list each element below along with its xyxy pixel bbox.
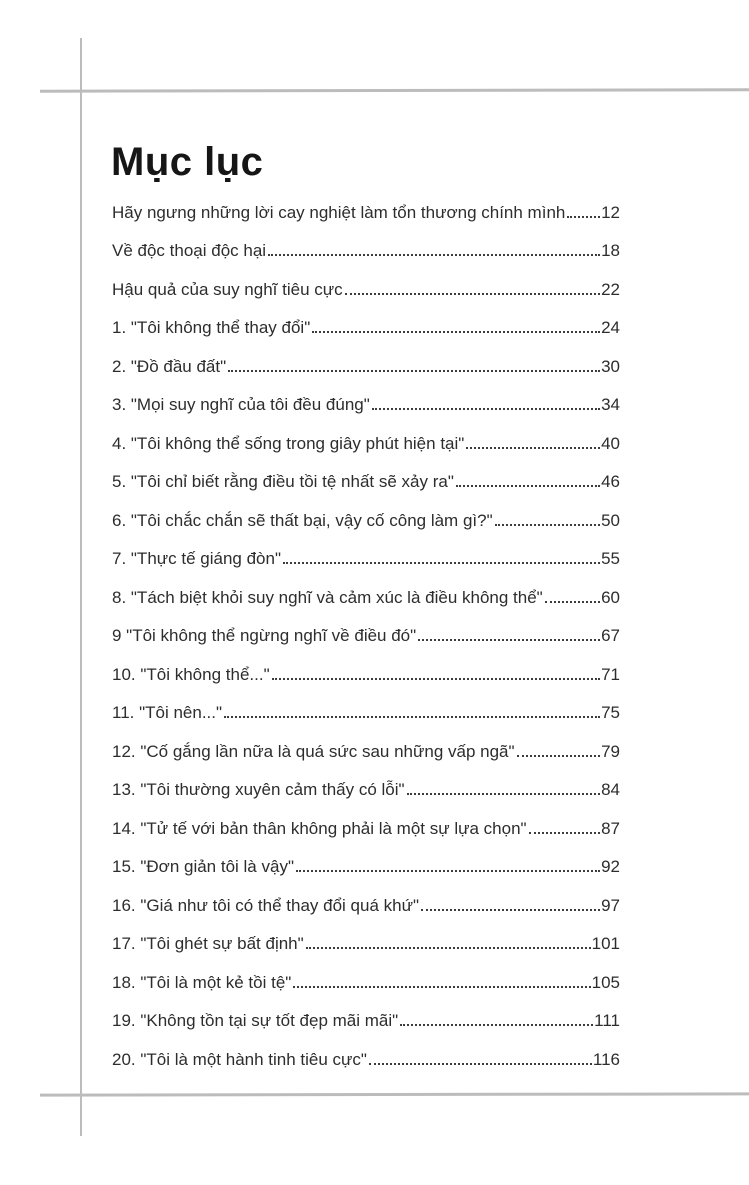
toc-entry bbox=[112, 223, 620, 262]
toc-entry-page: 50 bbox=[601, 510, 620, 530]
toc-entry bbox=[112, 877, 620, 916]
toc-leader-dots bbox=[466, 447, 600, 449]
toc-leader-dots bbox=[283, 562, 600, 564]
toc-entry-label: 13. "Tôi thường xuyên cảm thấy có lỗi" bbox=[112, 780, 405, 800]
toc-leader-dots bbox=[293, 986, 590, 988]
toc-entry-page: 87 bbox=[601, 818, 620, 838]
toc-entry bbox=[112, 415, 620, 454]
toc-entry-label: Hậu quả của suy nghĩ tiêu cực bbox=[112, 279, 343, 299]
toc-entry-page: 12 bbox=[601, 202, 620, 222]
toc-leader-dots bbox=[312, 331, 600, 333]
toc-entry-label: 17. "Tôi ghét sự bất định" bbox=[112, 934, 304, 954]
toc-entry-page: 97 bbox=[601, 895, 620, 915]
toc-entry bbox=[112, 454, 620, 493]
toc-entry-page: 92 bbox=[601, 857, 620, 877]
toc-entry bbox=[112, 646, 620, 685]
toc-entry-page: 84 bbox=[601, 780, 620, 800]
toc-entry bbox=[112, 723, 620, 762]
toc-entry bbox=[112, 608, 620, 647]
toc-entry bbox=[112, 800, 620, 839]
toc-leader-dots bbox=[545, 601, 600, 603]
toc-entry-label: 16. "Giá như tôi có thể thay đổi quá khứ" bbox=[112, 895, 420, 915]
top-border-rule bbox=[40, 88, 749, 92]
toc-leader-dots bbox=[345, 293, 600, 295]
toc-list bbox=[112, 184, 620, 1070]
toc-leader-dots bbox=[296, 870, 600, 872]
toc-entry bbox=[112, 377, 620, 416]
toc-entry-label: 18. "Tôi là một kẻ tồi tệ" bbox=[112, 972, 292, 992]
toc-entry-label: 7. "Thực tế giáng đòn" bbox=[112, 549, 281, 569]
toc-entry bbox=[112, 993, 620, 1032]
toc-leader-dots bbox=[456, 485, 600, 487]
toc-leader-dots bbox=[400, 1024, 593, 1026]
toc-entry-page: 24 bbox=[601, 318, 620, 338]
toc-leader-dots bbox=[228, 370, 600, 372]
toc-entry bbox=[112, 531, 620, 570]
toc-leader-dots bbox=[421, 909, 600, 911]
toc-entry-page: 105 bbox=[591, 972, 620, 992]
toc-entry bbox=[112, 492, 620, 531]
toc-entry-label: Hãy ngưng những lời cay nghiệt làm tổn thương chính mình bbox=[112, 202, 566, 222]
toc-leader-dots bbox=[272, 678, 600, 680]
toc-entry-page: 101 bbox=[591, 934, 620, 954]
left-margin-rule bbox=[80, 38, 82, 1136]
toc-entry-page: 116 bbox=[592, 1049, 620, 1069]
toc-entry-page: 55 bbox=[601, 549, 620, 569]
toc-entry-page: 30 bbox=[601, 356, 620, 376]
page-title: Mục lục bbox=[111, 139, 264, 184]
toc-leader-dots bbox=[529, 832, 600, 834]
toc-entry-page: 34 bbox=[601, 395, 620, 415]
toc-leader-dots bbox=[418, 639, 600, 641]
toc-entry-page: 22 bbox=[601, 279, 620, 299]
toc-entry-label: 10. "Tôi không thể..." bbox=[112, 664, 270, 684]
toc-entry-page: 79 bbox=[601, 741, 620, 761]
toc-entry-page: 60 bbox=[601, 587, 620, 607]
toc-entry-page: 71 bbox=[601, 664, 620, 684]
toc-entry-page: 111 bbox=[594, 1011, 620, 1031]
toc-entry bbox=[112, 839, 620, 878]
toc-entry bbox=[112, 762, 620, 801]
toc-leader-dots bbox=[567, 216, 600, 218]
toc-entry-label: 6. "Tôi chắc chắn sẽ thất bại, vậy cố công làm gì?" bbox=[112, 510, 493, 530]
toc-entry bbox=[112, 916, 620, 955]
toc-entry-page: 40 bbox=[601, 433, 620, 453]
toc-entry-label: 20. "Tôi là một hành tinh tiêu cực" bbox=[112, 1049, 367, 1069]
toc-entry bbox=[112, 184, 620, 223]
toc-entry-label: 11. "Tôi nên..." bbox=[112, 703, 223, 723]
toc-entry bbox=[112, 1031, 620, 1070]
toc-entry bbox=[112, 685, 620, 724]
toc-entry-label: 2. "Đồ đầu đất" bbox=[112, 356, 227, 376]
toc-entry bbox=[112, 954, 620, 993]
toc-leader-dots bbox=[495, 524, 600, 526]
toc-entry-label: 12. "Cố gắng lần nữa là quá sức sau những vấp ngã" bbox=[112, 741, 515, 761]
toc-leader-dots bbox=[372, 408, 600, 410]
toc-entry-label: 8. "Tách biệt khỏi suy nghĩ và cảm xúc là điều không thể" bbox=[112, 587, 543, 607]
toc-entry-label: 15. "Đơn giản tôi là vậy" bbox=[112, 857, 294, 877]
toc-entry-label: 19. "Không tồn tại sự tốt đẹp mãi mãi" bbox=[112, 1011, 399, 1031]
toc-entry bbox=[112, 569, 620, 608]
toc-entry-page: 18 bbox=[601, 241, 620, 261]
toc-entry bbox=[112, 300, 620, 339]
toc-entry-page: 75 bbox=[601, 703, 620, 723]
toc-entry-label: Về độc thoại độc hại bbox=[112, 241, 267, 261]
toc-leader-dots bbox=[306, 947, 591, 949]
toc-leader-dots bbox=[224, 716, 600, 718]
toc-leader-dots bbox=[268, 254, 600, 256]
toc-entry-label: 1. "Tôi không thể thay đổi" bbox=[112, 318, 311, 338]
toc-leader-dots bbox=[517, 755, 601, 757]
toc-entry bbox=[112, 261, 620, 300]
toc-entry-label: 5. "Tôi chỉ biết rằng điều tồi tệ nhất sẽ xảy ra" bbox=[112, 472, 454, 492]
toc-leader-dots bbox=[407, 793, 601, 795]
toc-entry-label: 4. "Tôi không thể sống trong giây phút hiện tại" bbox=[112, 433, 465, 453]
toc-entry-page: 46 bbox=[601, 472, 620, 492]
toc-entry-label: 14. "Tử tế với bản thân không phải là một sự lựa chọn" bbox=[112, 818, 527, 838]
toc-entry bbox=[112, 338, 620, 377]
toc-entry-label: 3. "Mọi suy nghĩ của tôi đều đúng" bbox=[112, 395, 370, 415]
bottom-border-rule bbox=[40, 1092, 749, 1096]
toc-entry-label: 9 "Tôi không thể ngừng nghĩ về điều đó" bbox=[112, 626, 417, 646]
toc-entry-page: 67 bbox=[601, 626, 620, 646]
toc-leader-dots bbox=[369, 1063, 592, 1065]
